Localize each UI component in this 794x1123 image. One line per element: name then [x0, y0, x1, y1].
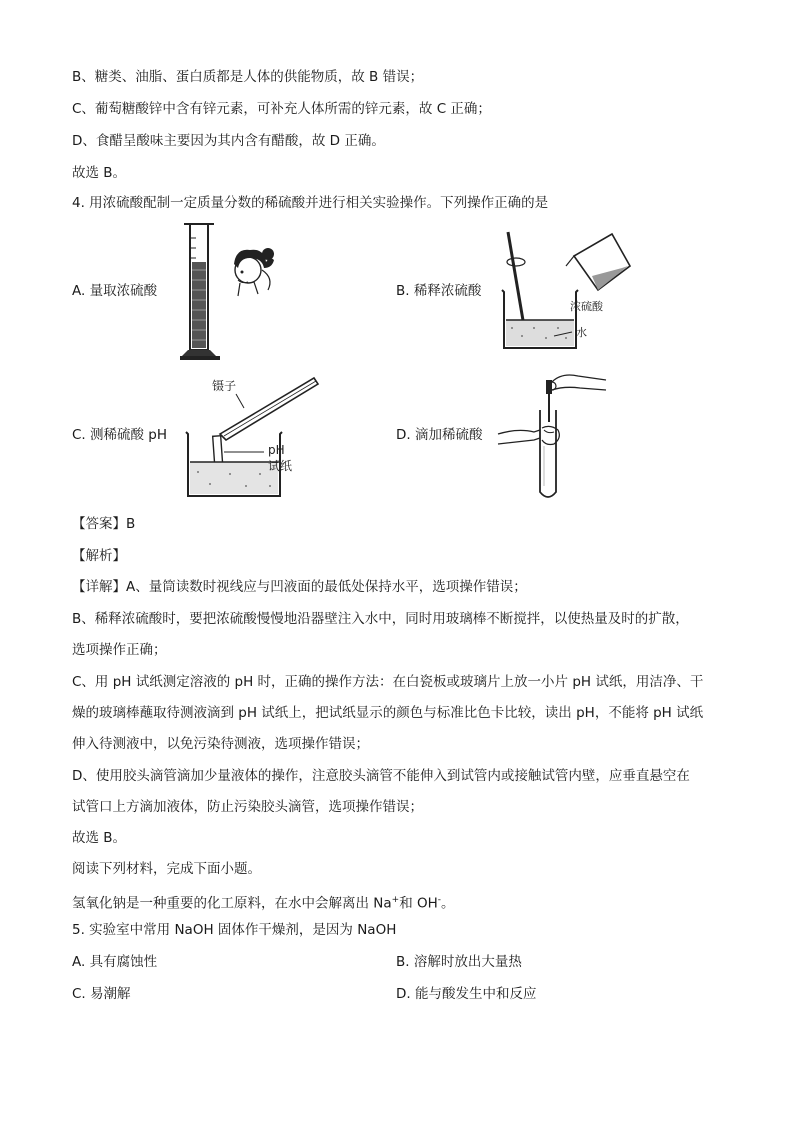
q4-analysis-heading: 【解析】 — [72, 548, 126, 564]
figure-c-label-tweezers: 镊子 — [212, 379, 237, 393]
q4-detail-b-1: B、稀释浓硫酸时，要把浓硫酸慢慢地沿器壁注入水中，同时用玻璃棒不断搅拌，以使热量及时的扩散， — [72, 611, 689, 627]
reading-material — [72, 890, 455, 914]
figure-c-label-ph: pH — [268, 443, 285, 457]
figure-b-label-conc-acid: 浓硫酸 — [570, 300, 603, 313]
q4-figure-d-dropper — [494, 368, 624, 504]
hydroxide-ion-charge: - — [437, 895, 442, 905]
reading-material-post: 。 — [441, 895, 455, 912]
q4-option-a-label: A. 量取浓硫酸 — [72, 283, 158, 299]
sodium-ion-charge: + — [391, 895, 400, 905]
q4-detail-c-2: 燥的玻璃棒蘸取待测液滴到 pH 试纸上，把试纸显示的颜色与标准比色卡比较，读出 pH，不能将 pH 试纸 — [72, 705, 704, 721]
q4-answer: 【答案】B — [72, 516, 136, 532]
q4-conclusion: 故选 B。 — [72, 830, 127, 846]
q4-option-b-label: B. 稀释浓硫酸 — [396, 283, 482, 299]
figure-b-label-water: 水 — [576, 326, 587, 339]
prev-answer-b: B、糖类、油脂、蛋白质都是人体的供能物质，故 B 错误； — [72, 69, 424, 85]
figure-c-label-paper: 试纸 — [268, 459, 293, 473]
reading-material-mid: 和 OH — [399, 895, 438, 912]
q4-detail-c-3: 伸入待测液中，以免污染待测液，选项操作错误； — [72, 736, 369, 752]
q5-option-d: D. 能与酸发生中和反应 — [396, 986, 537, 1002]
reading-material-pre: 氢氧化钠是一种重要的化工原料，在水中会解离出 Na — [72, 895, 392, 912]
q4-figure-b-dilute-acid — [496, 228, 636, 358]
prev-answer-c: C、葡萄糖酸锌中含有锌元素，可补充人体所需的锌元素，故 C 正确； — [72, 101, 491, 117]
q4-detail-a: 【详解】A、量筒读数时视线应与凹液面的最低处保持水平，选项操作错误； — [72, 579, 527, 595]
q5-option-b: B. 溶解时放出大量热 — [396, 954, 522, 970]
q5-option-a: A. 具有腐蚀性 — [72, 954, 158, 970]
reading-intro: 阅读下列材料，完成下面小题。 — [72, 861, 261, 877]
q4-detail-d-1: D、使用胶头滴管滴加少量液体的操作，注意胶头滴管不能伸入到试管内或接触试管内壁，应垂直悬空在 — [72, 768, 690, 784]
q4-option-c-label: C. 测稀硫酸 pH — [72, 427, 168, 443]
q4-figure-a-graduated-cylinder — [178, 218, 283, 363]
prev-answer-conclusion: 故选 B。 — [72, 165, 127, 181]
q4-figure-c-ph-test — [180, 370, 325, 500]
q4-detail-b-2: 选项操作正确； — [72, 642, 167, 658]
q5-stem: 5. 实验室中常用 NaOH 固体作干燥剂，是因为 NaOH — [72, 922, 397, 938]
q4-detail-d-2: 试管口上方滴加液体，防止污染胶头滴管，选项操作错误； — [72, 799, 423, 815]
prev-answer-d: D、食醋呈酸味主要因为其内含有醋酸，故 D 正确。 — [72, 133, 385, 149]
q4-option-d-label: D. 滴加稀硫酸 — [396, 427, 483, 443]
q4-detail-c-1: C、用 pH 试纸测定溶液的 pH 时，正确的操作方法：在白瓷板或玻璃片上放一小片 pH 试纸，用洁净、干 — [72, 674, 704, 690]
q5-option-c: C. 易潮解 — [72, 986, 131, 1002]
q4-stem: 4. 用浓硫酸配制一定质量分数的稀硫酸并进行相关实验操作。下列操作正确的是 — [72, 195, 549, 211]
